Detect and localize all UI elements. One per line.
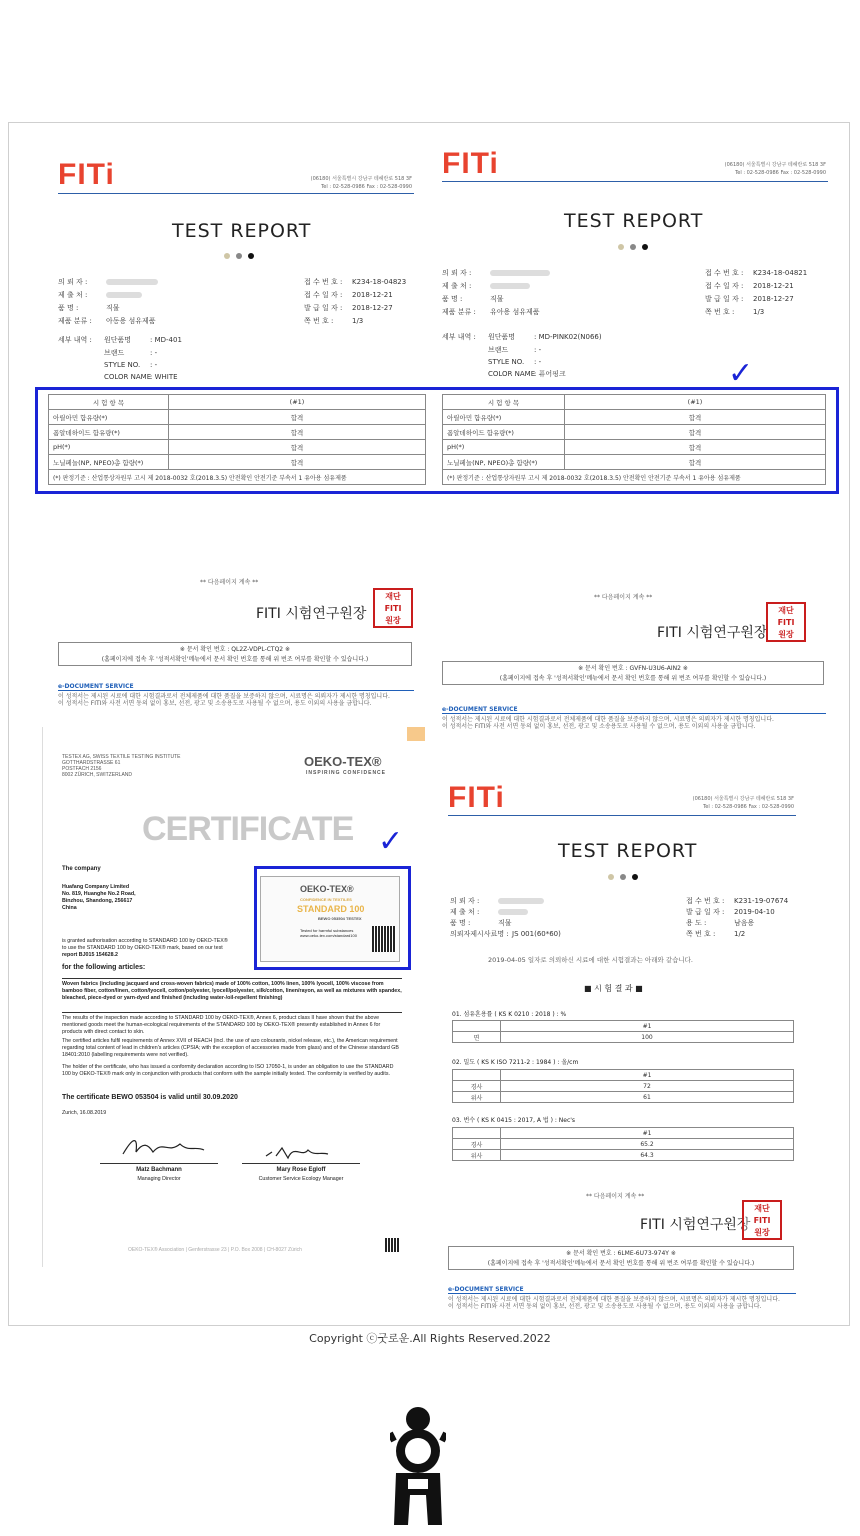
- detail-label: 원단품명: [104, 336, 132, 344]
- table-note: (*) 판정기준 : 산업통상자원부 고시 제 2018-0032 호(2018.3.5) 안전확인 안전기준 부속서 1 유아용 섬유제품: [443, 470, 826, 485]
- fiti-logo: [448, 781, 505, 815]
- contact-line: Tel : 02-528-0986 Fax : 02-528-0990: [735, 170, 826, 176]
- header-rule: [58, 193, 414, 194]
- label-tested-line: Tested for harmful substances: [300, 928, 354, 933]
- results-table: [452, 1069, 794, 1103]
- detail-label: STYLE NO.: [104, 361, 141, 369]
- redacted-value: [490, 270, 550, 276]
- edoc-heading: e-DOCUMENT SERVICE: [448, 1286, 796, 1294]
- field-value: 2018-12-27: [352, 304, 393, 312]
- left-fields: [442, 267, 550, 319]
- title-dots: [608, 874, 638, 880]
- checkmark-icon: ✓: [728, 356, 754, 391]
- document-confirm-box: [58, 642, 412, 666]
- signer-name: Mary Rose Egloff: [276, 1167, 326, 1173]
- e-document-service: [448, 1286, 796, 1310]
- label-standard: STANDARD 100: [297, 904, 365, 914]
- field-label: 접 수 번 호 :: [304, 278, 343, 286]
- detail-label: COLOR NAME: [104, 373, 152, 381]
- results-table: [452, 1127, 794, 1161]
- edoc-line: 이 성적서는 제시된 시료에 대한 시험결과로서 전체제품에 대한 품질을 보증하지 않으며, 시료명은 의뢰자가 제시한 명칭입니다.: [58, 693, 390, 700]
- table-cell: 합격: [565, 410, 826, 425]
- detail-value: : -: [534, 358, 542, 366]
- table-head: #1: [501, 1021, 794, 1032]
- director-signature: FITI 시험연구원장: [657, 625, 768, 641]
- signer-name: Matz Bachmann: [136, 1167, 182, 1173]
- table-head: 시 험 항 목: [49, 395, 169, 410]
- certificate-validity: The certificate BEWO 053504 is valid until 30.09.2020: [62, 1094, 238, 1101]
- next-page-note: ** 다음페이지 계속 **: [200, 579, 259, 586]
- field-value: 1/3: [352, 317, 364, 325]
- detail-value: : MD-401: [150, 336, 182, 344]
- header-rule: [442, 181, 828, 182]
- field-label: 접 수 일 자 :: [705, 282, 744, 290]
- detail-label: 브랜드: [104, 349, 125, 357]
- field-value: K231-19-07674: [734, 897, 789, 905]
- grant-line: report BJ015 154628.2: [62, 952, 118, 958]
- redacted-value: [106, 279, 158, 285]
- issuer-line: GOTTHARDSTRASSE 61: [62, 760, 121, 766]
- detail-label: COLOR NAME: [488, 370, 536, 378]
- e-document-service: [442, 706, 826, 730]
- field-label: 발 급 일 자 :: [705, 295, 744, 303]
- qr-code-icon: [385, 1238, 399, 1252]
- field-label: 제품 분류 :: [58, 317, 92, 325]
- issuer-line: POSTFACH 2156: [62, 766, 102, 772]
- table-cell: 합격: [169, 440, 426, 455]
- redacted-value: [106, 292, 142, 298]
- certificate-date: Zurich, 16.08.2019: [62, 1110, 107, 1116]
- fiti-address: [240, 175, 412, 191]
- field-label: 발 급 일 자 :: [304, 304, 343, 312]
- table-cell: 64.3: [501, 1150, 794, 1161]
- field-value: 직물: [106, 304, 120, 312]
- redacted-value: [498, 909, 528, 915]
- company-line: Huafang Company Limited: [62, 884, 130, 890]
- detail-value: : MD-PINK02(N066): [534, 333, 602, 341]
- header-rule: [448, 815, 796, 816]
- next-page-note: ** 다음페이지 계속 **: [586, 1193, 645, 1200]
- table-cell: 합격: [565, 455, 826, 470]
- document-confirm-box: [442, 661, 824, 685]
- field-label: 쪽 번 호 :: [705, 308, 735, 316]
- field-label: 제 출 처 :: [58, 291, 88, 299]
- edoc-line: 이 성적서는 FITI와 사전 서면 동의 없이 홍보, 선전, 광고 및 소송용도로 사용될 수 없으며, 용도 이외의 사용을 금합니다.: [58, 700, 372, 707]
- edoc-heading: e-DOCUMENT SERVICE: [442, 706, 826, 714]
- oeko-tex-logo: OEKO-TEX®: [304, 754, 382, 769]
- e-document-service: [58, 683, 414, 707]
- field-label: 품 명 :: [58, 304, 79, 312]
- detail-value: : -: [534, 346, 542, 354]
- field-label: 접 수 일 자 :: [304, 291, 343, 299]
- report-title: TEST REPORT: [558, 840, 698, 862]
- field-value: 2018-12-21: [753, 282, 794, 290]
- official-seal: 재단 FITI 원장: [766, 602, 806, 642]
- field-value: 1/3: [753, 308, 765, 316]
- fiti-logo-i: i: [105, 158, 115, 191]
- table-row: [453, 1081, 794, 1092]
- company-address: [62, 884, 136, 912]
- field-label: 품 명 :: [442, 295, 463, 303]
- label-cert-no: BEWO 053504 TESTEX: [318, 916, 362, 921]
- certificate-paragraph: The results of the inspection made according to STANDARD 100 by OEKO-TEX®, Annex 6, product class II have shown that the above mentioned goods meet the human-ecological requirements of the STANDARD 100 by OEKO-TEX® presently established in Annex 6 for products with direct contact to skin.: [62, 1012, 402, 1036]
- detail-block: 세부 내역 : 원단품명 : MD-401 브랜드 : - STYLE NO. : - COLOR NAME: WHITE: [58, 336, 182, 381]
- oeko-tex-tagline: INSPIRING CONFIDENCE: [306, 770, 387, 776]
- edoc-line: 이 성적서는 제시된 시료에 대한 시험결과로서 전체제품에 대한 품질을 보증하지 않으며, 시료명은 의뢰자가 제시한 명칭입니다.: [442, 716, 774, 723]
- confirm-text: (홈페이지에 접속 후 '성적서확인'메뉴에서 문서 확인 번호를 통해 위 번조 여부를 확인할 수 있습니다.): [499, 675, 767, 682]
- table-cell: 합격: [169, 455, 426, 470]
- address-line: (06180) 서울특별시 강남구 테헤란로 518 3F: [310, 176, 412, 182]
- right-fields: [304, 276, 406, 328]
- fiti-logo-text: FIT: [58, 158, 106, 191]
- table-cell: 아릴아민 함유량(*): [443, 410, 565, 425]
- field-value: 직물: [498, 919, 512, 927]
- table-cell: 노닐페놀(NP, NPEO)총 함량(*): [443, 455, 565, 470]
- document-confirm-box: [448, 1246, 794, 1270]
- confirm-text: (홈페이지에 접속 후 '성적서확인'메뉴에서 문서 확인 번호를 통해 위 번조 여부를 확인할 수 있습니다.): [101, 656, 369, 663]
- detail-value: : -: [150, 361, 158, 369]
- articles-label: for the following articles:: [62, 964, 146, 971]
- table-note: (*) 판정기준 : 산업통상자원부 고시 제 2018-0032 호(2018.3.5) 안전확인 안전기준 부속서 1 유아용 섬유제품: [49, 470, 426, 485]
- table-head: #1: [501, 1128, 794, 1139]
- detail-label: 원단품명: [488, 333, 516, 341]
- fiti-address: [618, 795, 794, 811]
- director-signature: FITI 시험연구원장: [640, 1217, 751, 1233]
- label-tagline: CONFIDENCE IN TEXTILES: [300, 897, 352, 902]
- address-line: (06180) 서울특별시 강남구 테헤란로 518 3F: [724, 162, 826, 168]
- signature-bachmann: [118, 1132, 208, 1162]
- table-cell: 합격: [169, 410, 426, 425]
- signer-role: Customer Service Ecology Manager: [258, 1176, 344, 1182]
- report-title: TEST REPORT: [564, 210, 704, 232]
- edoc-line: 이 성적서는 FITI와 사전 서면 동의 없이 홍보, 선전, 광고 및 소송용도로 사용될 수 없으며, 용도 이외의 사용을 금합니다.: [448, 1303, 762, 1310]
- table-cell: 면: [453, 1032, 501, 1043]
- field-label: 품 명 :: [450, 919, 471, 927]
- label-url: www.oeko-tex.com/standard100: [300, 933, 357, 938]
- table-cell: 아릴아민 함유량(*): [49, 410, 169, 425]
- field-label: 제 출 처 :: [450, 908, 480, 916]
- grant-line: is granted authorisation according to STANDARD 100 by OEKO-TEX®: [62, 938, 228, 944]
- field-value: 1/2: [734, 930, 746, 938]
- fiti-logo-i: i: [495, 781, 505, 814]
- highlight-box: [254, 866, 411, 970]
- table-row: [453, 1032, 794, 1043]
- certificate-heading: CERTIFICATE: [142, 810, 354, 848]
- detail-label: 브랜드: [488, 346, 509, 354]
- table-head: (#1): [169, 395, 426, 410]
- field-label: 접 수 번 호 :: [686, 897, 725, 905]
- detail-label: STYLE NO.: [488, 358, 525, 366]
- certificate-paragraph: The holder of the certificate, who has issued a conformity declaration according to ISO 17050-1, is under an obligation to use the STANDARD 100 by OEKO-TEX® mark only in conjunction with products that conform with the sample initially tested. The conformity is verified by audits.: [62, 1064, 394, 1077]
- field-label: 의 뢰 자 :: [450, 897, 480, 905]
- right-fields: [705, 267, 807, 319]
- right-fields: [686, 896, 788, 940]
- table-cell: pH(*): [443, 440, 565, 455]
- section-label: 03. 번수 ( KS K 0415 : 2017, A 법 ) : Nec's: [452, 1117, 576, 1124]
- official-seal: 재단 FITI 원장: [373, 588, 413, 628]
- title-dots: [224, 253, 254, 259]
- fiti-logo-i: i: [489, 147, 499, 180]
- fiti-logo-text: FIT: [448, 781, 496, 814]
- fiti-logo: [442, 147, 499, 181]
- table-row: [453, 1139, 794, 1150]
- edoc-line: 이 성적서는 FITI와 사전 서면 동의 없이 홍보, 선전, 광고 및 소송용도로 사용될 수 없으며, 용도 이외의 사용을 금합니다.: [442, 723, 756, 730]
- table-cell: 위사: [453, 1150, 501, 1161]
- field-value: 2018-12-21: [352, 291, 393, 299]
- checkmark-icon: ✓: [378, 824, 404, 859]
- results-table: [452, 1020, 794, 1043]
- issuer-address: [62, 754, 180, 778]
- table-cell: 폼알데하이드 함유량(*): [443, 425, 565, 440]
- title-dots: [618, 244, 648, 250]
- company-line: Binzhou, Shandong, 256617: [62, 898, 133, 904]
- left-fields: [450, 896, 561, 940]
- label-brand: OEKO-TEX®: [300, 884, 354, 894]
- redacted-value: [498, 898, 544, 904]
- company-line: China: [62, 905, 77, 911]
- table-cell: 노닐페놀(NP, NPEO)총 함량(*): [49, 455, 169, 470]
- official-seal: 재단 FITI 원장: [742, 1200, 782, 1240]
- field-value: 남음용: [734, 919, 755, 927]
- table-cell: 폼알데하이드 함유량(*): [49, 425, 169, 440]
- left-fields: [58, 276, 158, 328]
- company-line: No. 819, Huanghe No.2 Road,: [62, 891, 136, 897]
- contact-line: Tel : 02-528-0986 Fax : 02-528-0990: [703, 804, 794, 810]
- redacted-value: [490, 283, 530, 289]
- company-label: The company: [62, 866, 101, 872]
- field-value: 유아용 섬유제품: [490, 308, 540, 316]
- field-label: 용 도 :: [686, 919, 707, 927]
- detail-block: 세부 내역 : 원단품명 : MD-PINK02(N066) 브랜드 : - STYLE NO. : - COLOR NAME: 퓨어핑크: [442, 333, 602, 378]
- section-label: 01. 섬유혼용률 ( KS K 0210 : 2018 ) : %: [452, 1011, 567, 1018]
- detail-value: : -: [150, 349, 158, 357]
- field-label: 의뢰자제시사료명 :: [450, 930, 509, 938]
- confirm-number: ※ 문서 확인 번호 : 6LME-6U73-974Y ※: [566, 1250, 676, 1257]
- section-label: 02. 밀도 ( KS K ISO 7211-2 : 1984 ) : 올/cm: [452, 1059, 579, 1066]
- table-cell: 합격: [565, 425, 826, 440]
- field-value: 2018-12-27: [753, 295, 794, 303]
- field-value: JS 001(60*60): [512, 930, 561, 938]
- table-cell: 합격: [169, 425, 426, 440]
- field-value: 2019-04-10: [734, 908, 775, 916]
- signer-role: Managing Director: [137, 1176, 181, 1182]
- table-cell: 100: [501, 1032, 794, 1043]
- table-cell: 경사: [453, 1139, 501, 1150]
- field-label: 쪽 번 호 :: [304, 317, 334, 325]
- table-cell: 합격: [565, 440, 826, 455]
- table-head: 시 험 항 목: [443, 395, 565, 410]
- issuer-line: 8002 ZÜRICH, SWITZERLAND: [62, 772, 133, 778]
- fiti-logo: [58, 158, 115, 192]
- table-cell: 61: [501, 1092, 794, 1103]
- grant-text: [62, 938, 252, 959]
- contact-line: Tel : 02-528-0986 Fax : 02-528-0990: [321, 184, 412, 190]
- field-value: K234-18-04821: [753, 269, 808, 277]
- table-row: [453, 1150, 794, 1161]
- highlight-box: [35, 387, 839, 494]
- table-head: #1: [501, 1070, 794, 1081]
- edoc-line: 이 성적서는 제시된 시료에 대한 시험결과로서 전체제품에 대한 품질을 보증하지 않으며, 시료명은 의뢰자가 제시한 명칭입니다.: [448, 1296, 780, 1303]
- edoc-heading: e-DOCUMENT SERVICE: [58, 683, 414, 691]
- field-label: 접 수 번 호 :: [705, 269, 744, 277]
- articles-text: Woven fabrics (including jacquard and cross-woven fabrics) made of 100% cotton, 100% linen, 100% lyocell, 100% viscose from bamboo fiber, cotton/linen, cotton/lyocell, cotton/polyester, lyocell/polyester, silk/cotton, linen/rayon, as well as mixtures with spandex, bleached, piece-dyed or yarn-dyed and finished (including water-/oil-repellent finishing): [62, 978, 402, 1002]
- field-value: K234-18-04823: [352, 278, 407, 286]
- table-row: [453, 1092, 794, 1103]
- address-line: (06180) 서울특별시 강남구 테헤란로 518 3F: [692, 796, 794, 802]
- confirm-number: ※ 문서 확인 번호 : GVFN-U3U6-AIN2 ※: [578, 665, 688, 672]
- field-value: 직물: [490, 295, 504, 303]
- director-signature: FITI 시험연구원장: [256, 606, 367, 622]
- table-cell: 72: [501, 1081, 794, 1092]
- next-page-note: ** 다음페이지 계속 **: [594, 594, 653, 601]
- results-heading: ■ 시 험 결 과 ■: [584, 984, 643, 993]
- detail-value: : WHITE: [150, 373, 178, 381]
- signature-line: [100, 1163, 218, 1164]
- confirm-text: (홈페이지에 접속 후 '성적서확인'메뉴에서 문서 확인 번호를 통해 위 번조 여부를 확인할 수 있습니다.): [487, 1260, 755, 1267]
- copyright-text: Copyright ⓒ굿로운.All Rights Reserved.2022: [309, 1332, 551, 1345]
- field-label: 제품 분류 :: [442, 308, 476, 316]
- table-cell: pH(*): [49, 440, 169, 455]
- table-cell: 위사: [453, 1092, 501, 1103]
- table-cell: 65.2: [501, 1139, 794, 1150]
- issuer-line: TESTEX AG, SWISS TEXTILE TESTING INSTITUTE: [62, 754, 181, 760]
- certificate-footer: OEKO-TEX® Association | Genferstrasse 23 | P.O. Box 2008 | CH-8027 Zürich: [128, 1247, 302, 1253]
- intro-text: 2019-04-05 일자로 의뢰하신 시료에 대한 시험결과는 아래와 같습니다.: [488, 956, 694, 964]
- field-label: 제 출 처 :: [442, 282, 472, 290]
- fiti-logo-text: FIT: [442, 147, 490, 180]
- confirm-number: ※ 문서 확인 번호 : QL2Z-VDPL-CTQ2 ※: [179, 646, 291, 653]
- field-label: 의 뢰 자 :: [442, 269, 472, 277]
- field-label: 의 뢰 자 :: [58, 278, 88, 286]
- certificate-paragraph: The certified articles fulfil requirements of Annex XVII of REACH (incl. the use of azo colourants, nickel release, etc.), the American requirement regarding total content of lead in children's articles (CPSIA; with the exception of accessories made from glass) and of the Chinese standard GB 18401:2010 (labelling requirements were not verified).: [62, 1038, 399, 1058]
- field-value: 아동용 섬유제품: [106, 317, 156, 325]
- grant-line: to use the STANDARD 100 by OEKO-TEX® mark, based on our test: [62, 945, 223, 951]
- signature-line: [242, 1163, 360, 1164]
- table-head: (#1): [565, 395, 826, 410]
- report-title: TEST REPORT: [172, 220, 312, 242]
- fiti-address: [652, 161, 826, 177]
- field-label: 쪽 번 호 :: [686, 930, 716, 938]
- table-cell: 경사: [453, 1081, 501, 1092]
- baby-icon: [390, 1407, 446, 1531]
- field-label: 발 급 일 자 :: [686, 908, 725, 916]
- detail-value: : 퓨어핑크: [534, 370, 566, 378]
